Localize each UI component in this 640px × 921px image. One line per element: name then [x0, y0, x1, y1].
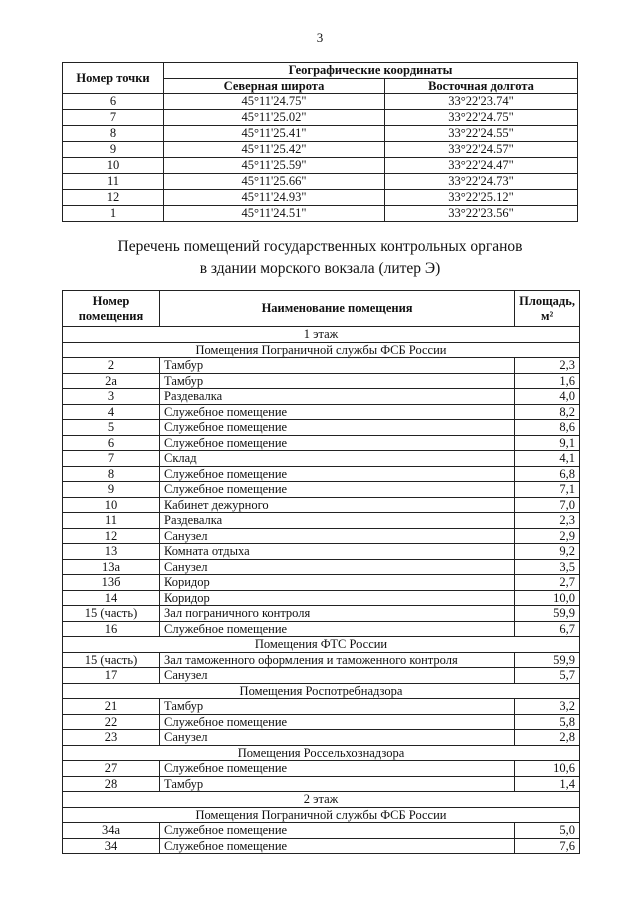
- longitude: 33°22'24.55": [385, 126, 578, 142]
- room-number: 34а: [63, 823, 160, 839]
- room-number: 9: [63, 482, 160, 498]
- room-area: 59,9: [515, 652, 580, 668]
- page-number: 3: [316, 30, 324, 45]
- room-number: 5: [63, 420, 160, 436]
- section-row: [63, 745, 580, 761]
- point-number: 11: [63, 174, 164, 190]
- room-area: 7,1: [515, 482, 580, 498]
- latitude: 45°11'24.51": [164, 206, 385, 222]
- header-room-name: Наименование помещения: [160, 291, 515, 327]
- table-row: [63, 606, 580, 622]
- section-label: 1 этаж: [63, 327, 580, 343]
- room-number: 7: [63, 451, 160, 467]
- point-number: 9: [63, 142, 164, 158]
- room-name: Санузел: [160, 668, 515, 684]
- table-row: [63, 420, 580, 436]
- section-row: [63, 327, 580, 343]
- latitude: 45°11'24.75": [164, 94, 385, 110]
- latitude: 45°11'24.93": [164, 190, 385, 206]
- room-name: Склад: [160, 451, 515, 467]
- section-label: 2 этаж: [63, 792, 580, 808]
- room-name: Тамбур: [160, 699, 515, 715]
- room-name: Тамбур: [160, 358, 515, 374]
- room-name: Зал пограничного контроля: [160, 606, 515, 622]
- section-label: Помещения Пограничной службы ФСБ России: [63, 807, 580, 823]
- table-row: [63, 761, 580, 777]
- room-number: 2а: [63, 373, 160, 389]
- room-number: 13б: [63, 575, 160, 591]
- list-title: [0, 236, 640, 280]
- room-name: Раздевалка: [160, 513, 515, 529]
- latitude: 45°11'25.02": [164, 110, 385, 126]
- table-row: [63, 823, 580, 839]
- table-row: [63, 206, 578, 222]
- latitude: 45°11'25.59": [164, 158, 385, 174]
- table-row: [63, 497, 580, 513]
- title-line-2: в здании морского вокзала (литер Э): [199, 260, 441, 277]
- room-area: 3,2: [515, 699, 580, 715]
- section-row: [63, 683, 580, 699]
- longitude: 33°22'24.73": [385, 174, 578, 190]
- point-number: 10: [63, 158, 164, 174]
- rooms-table: [62, 290, 580, 854]
- section-row: [63, 342, 580, 358]
- table-row: [63, 94, 578, 110]
- room-area: 59,9: [515, 606, 580, 622]
- room-number: 15 (часть): [63, 606, 160, 622]
- room-area: 6,8: [515, 466, 580, 482]
- table-row: [63, 158, 578, 174]
- room-area: 3,5: [515, 559, 580, 575]
- longitude: 33°22'23.74": [385, 94, 578, 110]
- room-number: 14: [63, 590, 160, 606]
- room-name: Служебное помещение: [160, 404, 515, 420]
- room-area: 10,6: [515, 761, 580, 777]
- room-number: 21: [63, 699, 160, 715]
- table-row: [63, 668, 580, 684]
- header-room-number: Номер помещения: [63, 291, 160, 327]
- room-name: Коридор: [160, 575, 515, 591]
- longitude: 33°22'24.47": [385, 158, 578, 174]
- room-area: 9,1: [515, 435, 580, 451]
- room-name: Служебное помещение: [160, 761, 515, 777]
- point-number: 6: [63, 94, 164, 110]
- point-number: 7: [63, 110, 164, 126]
- room-number: 17: [63, 668, 160, 684]
- room-name: Комната отдыха: [160, 544, 515, 560]
- table-row: [63, 559, 580, 575]
- room-number: 23: [63, 730, 160, 746]
- coordinates-table: [62, 62, 578, 222]
- room-area: 5,7: [515, 668, 580, 684]
- table-row: [63, 699, 580, 715]
- room-area: 1,6: [515, 373, 580, 389]
- room-number: 2: [63, 358, 160, 374]
- header-geo-coordinates: Географические координаты: [164, 63, 578, 79]
- room-number: 13: [63, 544, 160, 560]
- room-number: 6: [63, 435, 160, 451]
- room-number: 3: [63, 389, 160, 405]
- table-row: [63, 174, 578, 190]
- room-number: 4: [63, 404, 160, 420]
- table-row: [63, 110, 578, 126]
- table-row: [63, 652, 580, 668]
- header-area: Площадь, м²: [515, 291, 580, 327]
- room-number: 28: [63, 776, 160, 792]
- longitude: 33°22'23.56": [385, 206, 578, 222]
- room-name: Тамбур: [160, 776, 515, 792]
- room-name: Служебное помещение: [160, 420, 515, 436]
- room-area: 7,6: [515, 838, 580, 854]
- table-row: [63, 404, 580, 420]
- table-row: [63, 126, 578, 142]
- section-row: [63, 807, 580, 823]
- table-row: [63, 482, 580, 498]
- section-label: Помещения ФТС России: [63, 637, 580, 653]
- table-row: [63, 142, 578, 158]
- room-area: 2,3: [515, 358, 580, 374]
- table-row: [63, 838, 580, 854]
- room-name: Зал таможенного оформления и таможенного контроля: [160, 652, 515, 668]
- table-row: [63, 358, 580, 374]
- room-area: 10,0: [515, 590, 580, 606]
- table-row: [63, 575, 580, 591]
- latitude: 45°11'25.66": [164, 174, 385, 190]
- room-number: 34: [63, 838, 160, 854]
- room-name: Служебное помещение: [160, 621, 515, 637]
- header-latitude: Северная широта: [164, 78, 385, 94]
- room-name: Служебное помещение: [160, 838, 515, 854]
- room-number: 12: [63, 528, 160, 544]
- room-area: 5,0: [515, 823, 580, 839]
- table-row: [63, 544, 580, 560]
- room-area: 2,7: [515, 575, 580, 591]
- room-name: Служебное помещение: [160, 823, 515, 839]
- table-row: [63, 590, 580, 606]
- table-row: [63, 451, 580, 467]
- room-name: Санузел: [160, 528, 515, 544]
- room-area: 5,8: [515, 714, 580, 730]
- header-point-number: Номер точки: [63, 63, 164, 94]
- room-name: Кабинет дежурного: [160, 497, 515, 513]
- room-area: 4,1: [515, 451, 580, 467]
- room-number: 13а: [63, 559, 160, 575]
- room-name: Санузел: [160, 559, 515, 575]
- room-name: Санузел: [160, 730, 515, 746]
- room-name: Раздевалка: [160, 389, 515, 405]
- table-row: [63, 730, 580, 746]
- room-area: 2,3: [515, 513, 580, 529]
- room-area: 4,0: [515, 389, 580, 405]
- room-number: 22: [63, 714, 160, 730]
- room-number: 27: [63, 761, 160, 777]
- room-name: Служебное помещение: [160, 435, 515, 451]
- room-number: 15 (часть): [63, 652, 160, 668]
- table-row: [63, 714, 580, 730]
- point-number: 8: [63, 126, 164, 142]
- room-name: Служебное помещение: [160, 466, 515, 482]
- room-area: 2,8: [515, 730, 580, 746]
- table-row: [63, 776, 580, 792]
- room-name: Служебное помещение: [160, 714, 515, 730]
- section-row: [63, 637, 580, 653]
- longitude: 33°22'25.12": [385, 190, 578, 206]
- table-row: [63, 389, 580, 405]
- room-area: 6,7: [515, 621, 580, 637]
- latitude: 45°11'25.42": [164, 142, 385, 158]
- header-longitude: Восточная долгота: [385, 78, 578, 94]
- longitude: 33°22'24.57": [385, 142, 578, 158]
- room-name: Служебное помещение: [160, 482, 515, 498]
- section-label: Помещения Роспотребнадзора: [63, 683, 580, 699]
- table-row: [63, 513, 580, 529]
- point-number: 12: [63, 190, 164, 206]
- room-area: 8,2: [515, 404, 580, 420]
- room-number: 11: [63, 513, 160, 529]
- room-area: 8,6: [515, 420, 580, 436]
- room-name: Коридор: [160, 590, 515, 606]
- section-label: Помещения Пограничной службы ФСБ России: [63, 342, 580, 358]
- table-row: [63, 621, 580, 637]
- table-row: [63, 190, 578, 206]
- point-number: 1: [63, 206, 164, 222]
- latitude: 45°11'25.41": [164, 126, 385, 142]
- room-area: 9,2: [515, 544, 580, 560]
- room-area: 1,4: [515, 776, 580, 792]
- table-row: [63, 373, 580, 389]
- longitude: 33°22'24.75": [385, 110, 578, 126]
- table-row: [63, 466, 580, 482]
- room-name: Тамбур: [160, 373, 515, 389]
- section-row: [63, 792, 580, 808]
- room-number: 8: [63, 466, 160, 482]
- table-row: [63, 528, 580, 544]
- title-line-1: Перечень помещений государственных контрольных органов: [117, 238, 523, 255]
- room-area: 2,9: [515, 528, 580, 544]
- room-number: 16: [63, 621, 160, 637]
- room-area: 7,0: [515, 497, 580, 513]
- section-label: Помещения Россельхознадзора: [63, 745, 580, 761]
- table-row: [63, 435, 580, 451]
- room-number: 10: [63, 497, 160, 513]
